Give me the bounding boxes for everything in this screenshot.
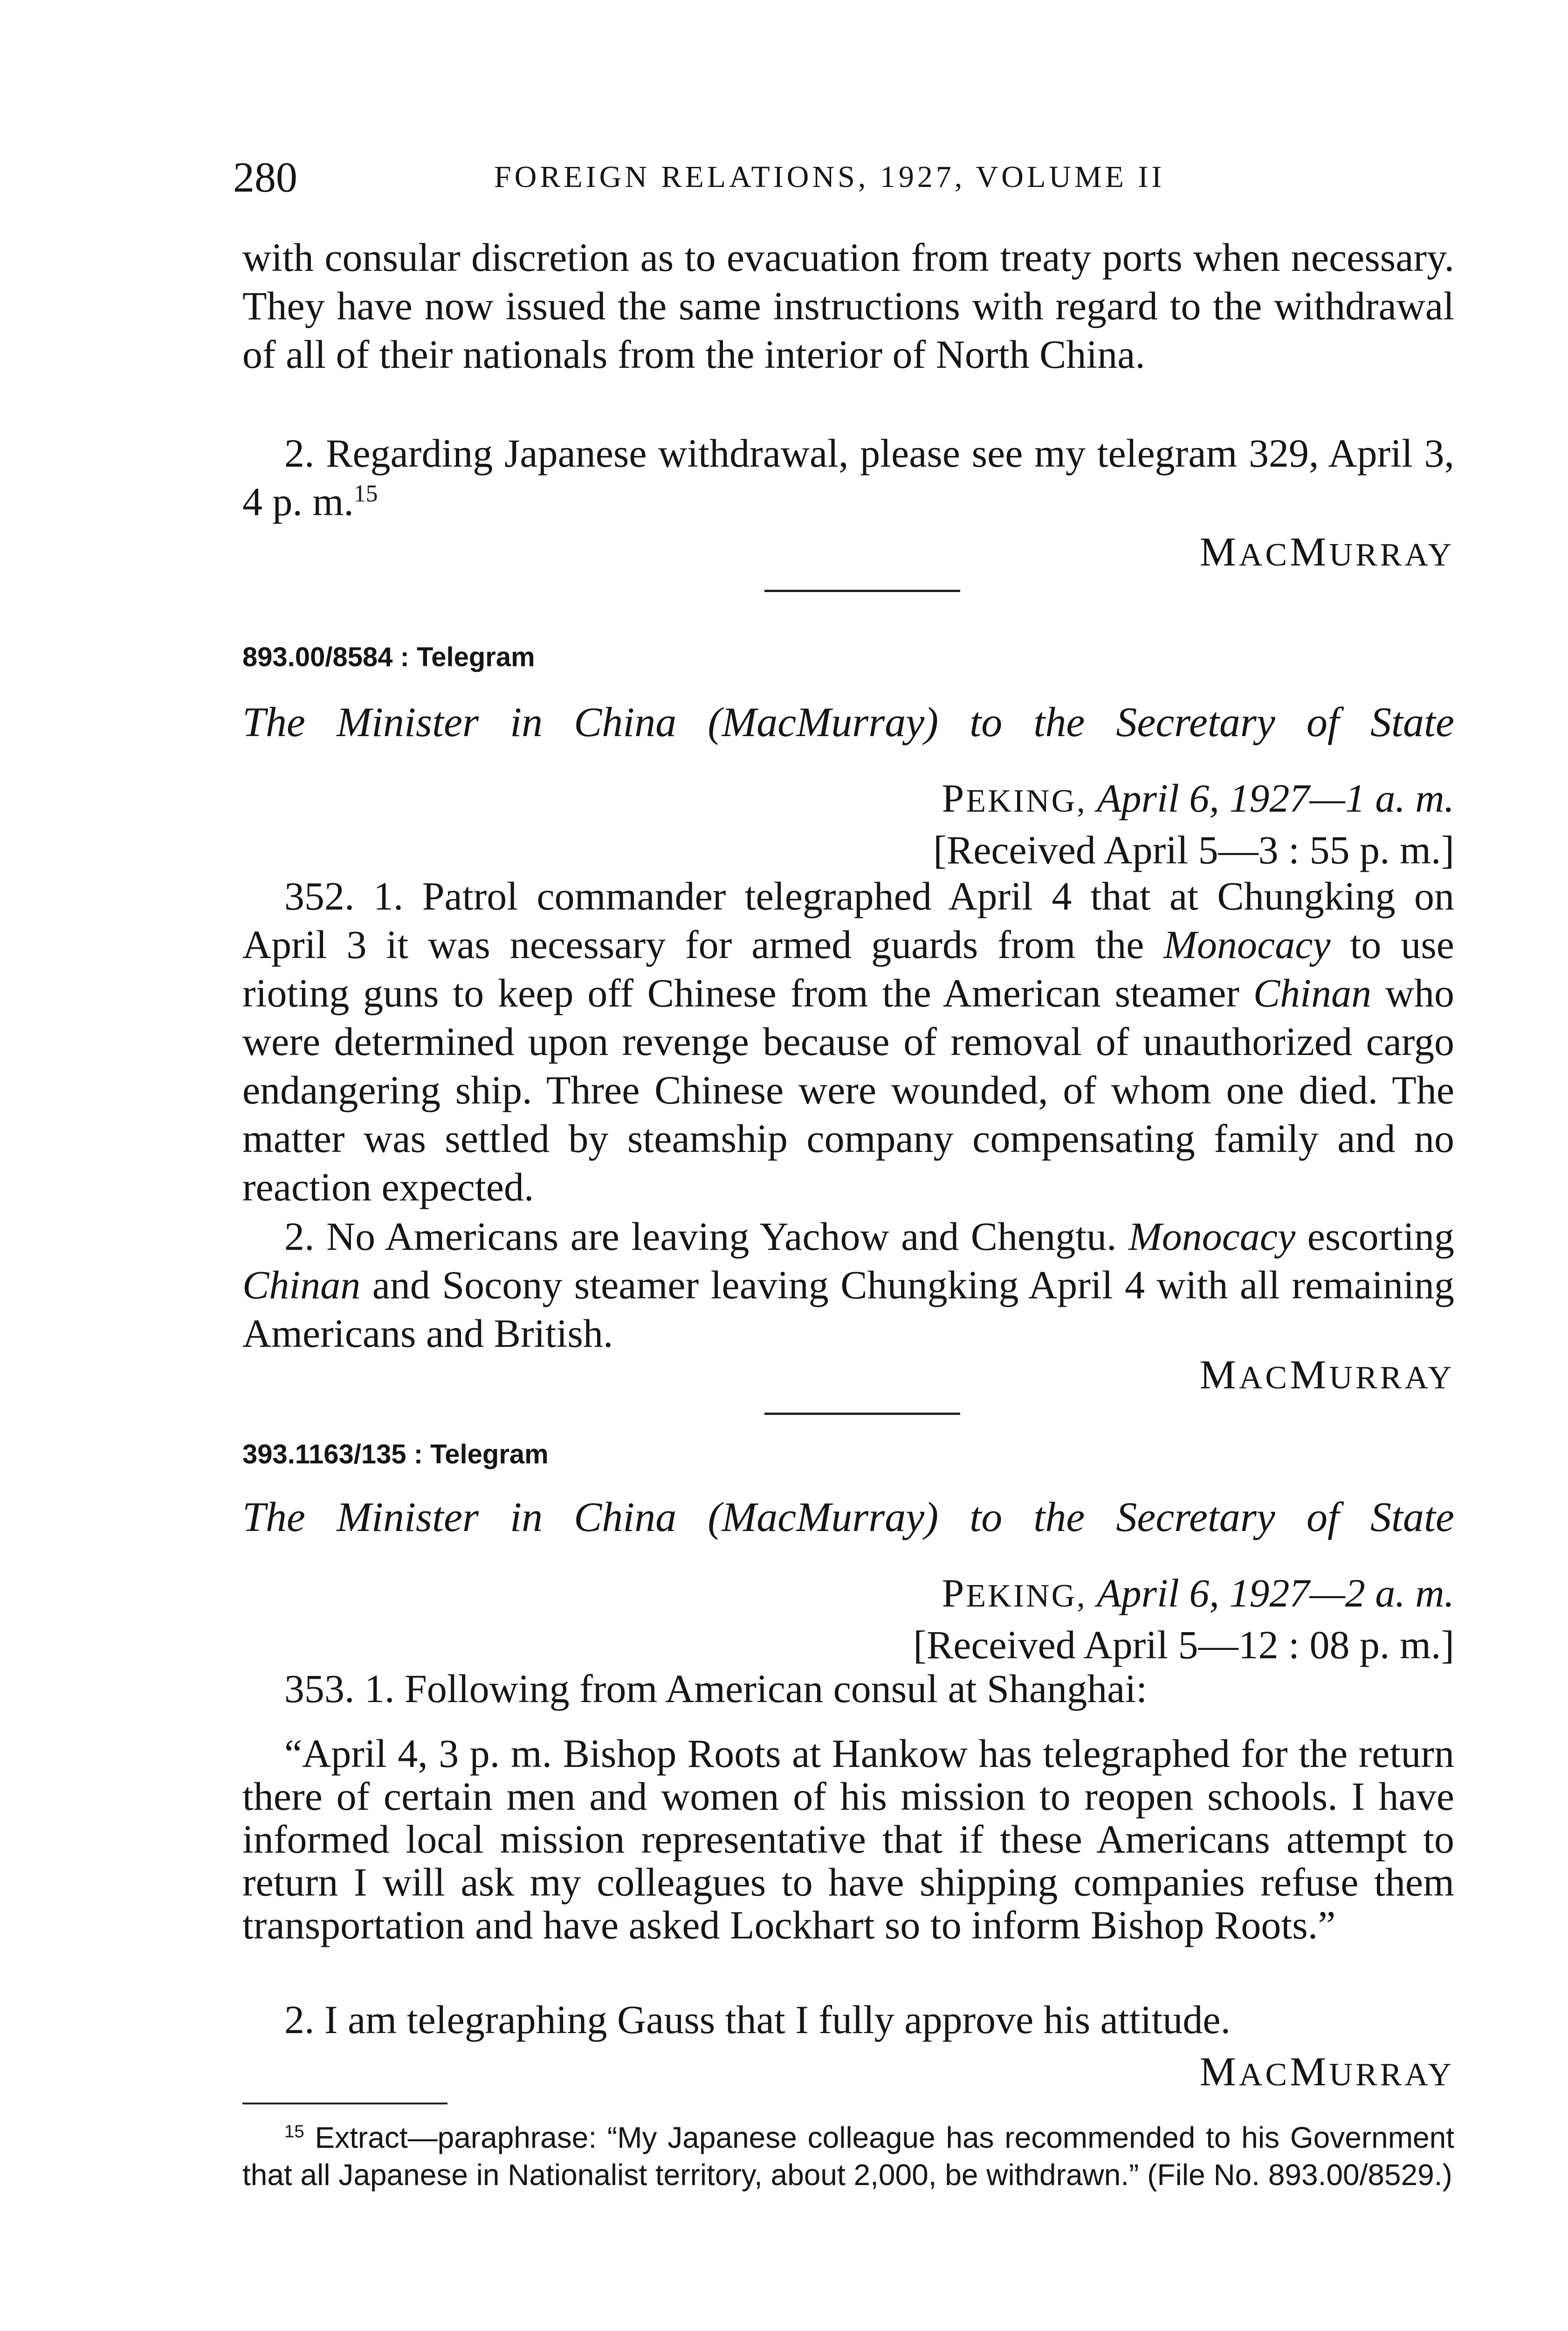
footnote: $^{15}$ Extract—paraphrase: “My Japanese colleague has recommended to his Government that all Japanese in Nationalist territory, about 2,000, be withdrawn.” (File No. 893.00/8529.): [242, 2121, 1454, 2192]
doc3-title: The Minister in China (MacMurray) to the Secretary of State: [242, 1494, 1454, 1540]
doc1-signature: MACMURRAY: [1199, 530, 1454, 575]
doc3-received: [Received April 5—12 : 08 p. m.]: [913, 1622, 1454, 1667]
doc3-file-reference: 393.1163/135 : Telegram: [242, 1439, 549, 1469]
doc3-signature: MACMURRAY: [1199, 2049, 1454, 2095]
footnote-divider: [242, 2103, 447, 2104]
doc2-signature: MACMURRAY: [1199, 1352, 1454, 1398]
page-header: [233, 149, 1454, 205]
ship-name: Monocacy: [1163, 922, 1331, 967]
doc3-quoted-message: “April 4, 3 p. m. Bishop Roots at Hankow has telegraphed for the return there of certain men and women of his mission to reopen schools. I have informed local mission representative that if these Americans attempt to return I will ask my colleagues to have shipping companies refuse them transportation and have asked Lockhart so to inform Bishop Roots.”: [242, 1731, 1454, 1947]
doc2-paragraph-1: 352. 1. Patrol commander telegraphed April 4 that at Chungking on April 3 it was necessary for armed guards from the Monocacy to use rioting guns to keep off Chinese from the American steamer Chinan who were determined upon revenge because of removal of unauthorized cargo endangering ship. Three Chinese were wounded, of whom one died. The matter was settled by steamship company compensating family and no reaction expected.: [242, 874, 1454, 1209]
doc1-paragraph-2: 2. Regarding Japanese withdrawal, please see my telegram 329, April 3, 4 p. m.$^{15}$: [242, 431, 1454, 524]
doc2-dateline: PEKING, April 6, 1927—1 a. m. [Received April 5—3 : 55 p. m.]: [933, 774, 1454, 874]
footnote-mark: 15: [284, 2121, 304, 2142]
doc1-paragraph-1: with consular discretion as to evacuation from treaty ports when necessary. They have now issued the same instructions with regard to the withdrawal of all of their nationals from the interior of North China.: [242, 235, 1454, 377]
ship-name: Monocacy: [1128, 1214, 1296, 1259]
doc3-paragraph-2: 2. I am telegraphing Gauss that I fully approve his attitude.: [284, 1997, 1231, 2042]
doc2-title: The Minister in China (MacMurray) to the Secretary of State: [242, 699, 1454, 745]
section-divider: [764, 590, 960, 592]
doc3-dateline: PEKING, April 6, 1927—2 a. m. [Received April 5—12 : 08 p. m.]: [913, 1569, 1454, 1669]
section-divider: [764, 1413, 960, 1415]
doc2-received: [Received April 5—3 : 55 p. m.]: [933, 828, 1454, 872]
running-title: FOREIGN RELATIONS, 1927, VOLUME II: [494, 160, 1165, 194]
doc2-file-reference: 893.00/8584 : Telegram: [242, 642, 535, 672]
doc2-paragraph-2: 2. No Americans are leaving Yachow and Chengtu. Monocacy escorting Chinan and Socony steamer leaving Chungking April 4 with all remaining Americans and British.: [242, 1214, 1454, 1356]
page-number: 280: [233, 153, 297, 201]
ship-name: Chinan: [242, 1262, 361, 1307]
footnote-reference: 15: [353, 480, 378, 507]
ship-name: Chinan: [1253, 971, 1372, 1015]
doc3-paragraph-1: 353. 1. Following from American consul at Shanghai:: [284, 1666, 1148, 1711]
